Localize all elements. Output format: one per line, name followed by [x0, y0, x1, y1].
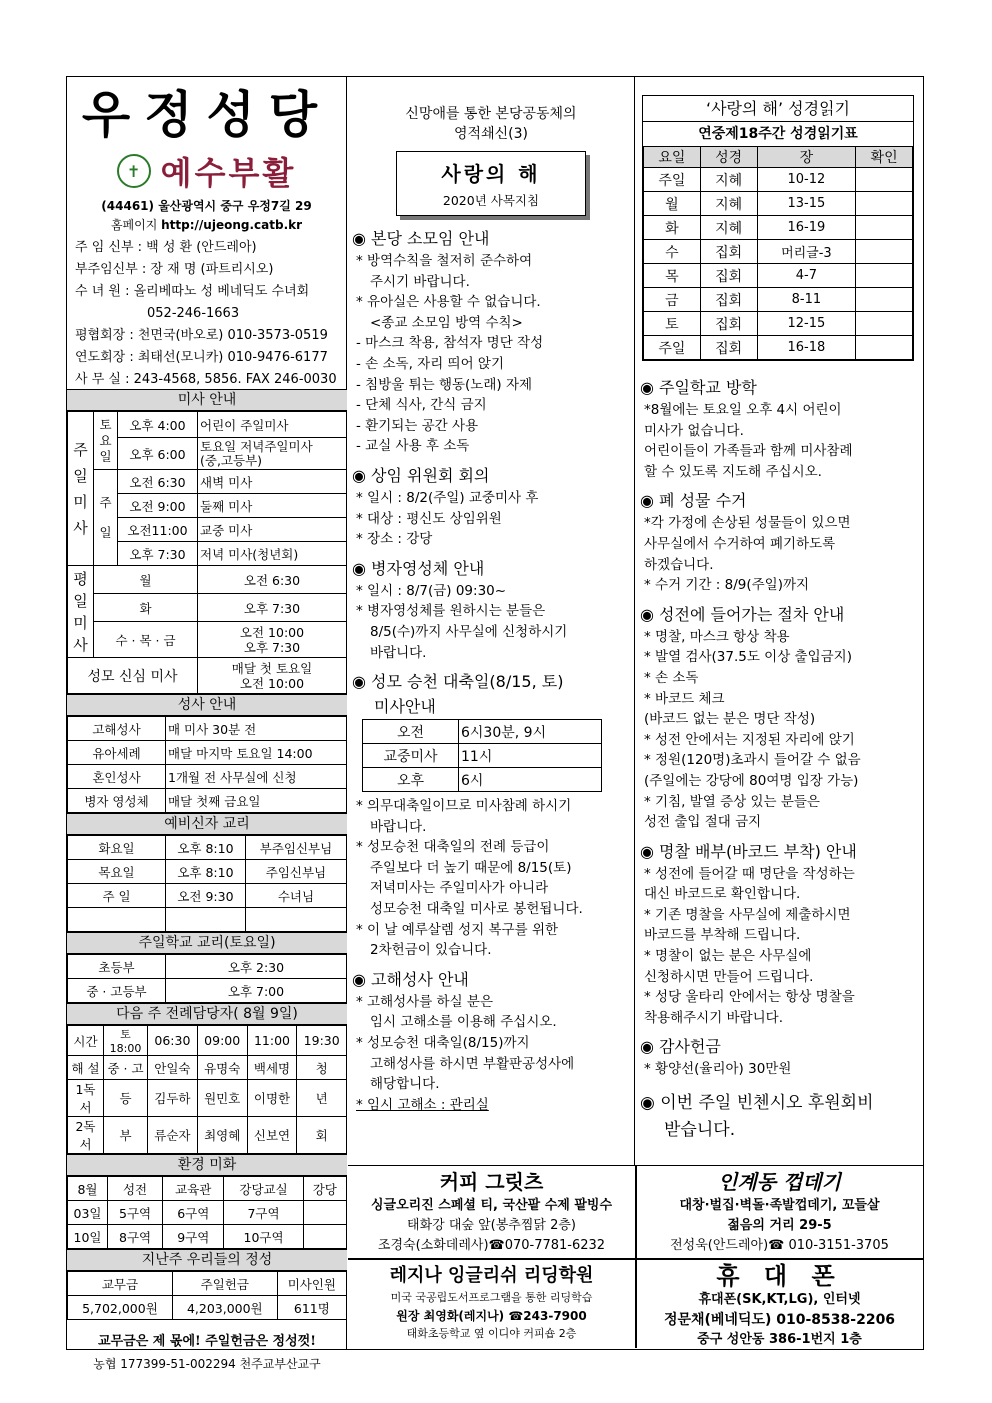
cleaning-head: 성전 [108, 1177, 163, 1201]
section-title: ◉ 폐 성물 수거 [640, 491, 747, 511]
sunday-school-title: 주일학교 교리(토요일) [67, 932, 347, 954]
section-title: 미사안내 [374, 697, 436, 717]
liturgy-cell: 중 · 고 [104, 1056, 148, 1080]
bible-check[interactable] [856, 192, 913, 216]
section-title: ◉ 성전에 들어가는 절차 안내 [640, 604, 845, 624]
liturgy-cell: 안일숙 [148, 1056, 198, 1080]
bible-cell: 집회 [700, 336, 757, 360]
cleaning-cell [303, 1201, 346, 1225]
notice-line: 임시 고해소를 이용해 주십시오. [370, 1014, 557, 1031]
theme-box-title: 사랑의 해 [441, 162, 541, 186]
cleaning-head: 8월 [68, 1177, 108, 1201]
section-title: 받습니다. [664, 1120, 736, 1141]
church-logo-icon: ✝ [117, 154, 151, 188]
offering-value: 611명 [277, 1296, 346, 1320]
notice-line: 바코드를 부착해 드립니다. [644, 927, 801, 944]
bible-cell: 머리글-3 [757, 240, 856, 264]
theme-box-subtitle: 2020년 사목지침 [442, 193, 540, 208]
liturgy-cell: 년 [297, 1080, 347, 1117]
bible-head: 요일 [644, 147, 701, 168]
sacrament-detail: 1개월 전 사무실에 신청 [166, 765, 347, 789]
bible-cell: 지혜 [700, 192, 757, 216]
bible-head: 확인 [856, 147, 913, 168]
bible-cell: 주일 [644, 336, 701, 360]
liturgy-head: 06:30 [148, 1026, 198, 1056]
bible-cell: 지혜 [700, 168, 757, 192]
notice-line: * 정원(120명)초과시 들어갈 수 없음 [644, 752, 861, 769]
offering-title: 지난주 우리들의 정성 [67, 1249, 347, 1271]
notice-line: * 기존 명찰을 사무실에 제출하시면 [644, 906, 851, 923]
notice-line: *8월에는 토요일 오후 4시 어린이 [644, 402, 842, 418]
bible-cell: 16-19 [757, 216, 856, 240]
notice-line: 성모승천 대축일 미사로 봉헌됩니다. [370, 901, 583, 918]
catechumen-title: 예비신자 교리 [67, 813, 347, 835]
liturgy-title: 다음 주 전례담당자( 8월 9일) [67, 1003, 347, 1025]
catechumen-time: 오전 9:30 [166, 884, 246, 908]
ad-line: 태화초등학교 옆 이디야 커피숍 2층 [406, 1327, 577, 1340]
offering-table [67, 1271, 347, 1320]
mass-name: 어린이 주일미사 [198, 412, 347, 438]
ad-line: 전성욱(안드레아)☎ 010-3151-3705 [670, 1238, 889, 1253]
catechumen-teacher: 수녀님 [245, 884, 346, 908]
church-address: (44461) 울산광역시 중구 우정7길 29 [101, 199, 312, 213]
liturgy-cell: 원민호 [197, 1080, 247, 1117]
notice-line: 어린이들이 가족들과 함께 미사참례 [644, 443, 853, 460]
mass-time: 오전11:00 [118, 518, 198, 542]
cleaning-title: 환경 미화 [67, 1154, 347, 1176]
notice-line: - 단체 식사, 간식 금지 [356, 397, 487, 414]
notice-line: - 환기되는 공간 사용 [356, 417, 479, 434]
staff-line: 052-246-1663 [147, 306, 240, 321]
assumption-mass-table [362, 719, 602, 792]
ad-title: 커피 그릿츠 [439, 1170, 544, 1194]
bible-head: 장 [757, 147, 856, 168]
staff-list [67, 237, 346, 391]
mass-name: 둘째 미사 [198, 494, 347, 518]
ad-line: 조경숙(소화데레사)☎070-7781-6232 [377, 1238, 606, 1253]
bible-cell: 4-7 [757, 264, 856, 288]
notice-line: * 성모승천 대축일의 전례 등급이 [356, 839, 550, 856]
weekday-day: 수 · 목 · 금 [94, 622, 198, 658]
bible-check[interactable] [856, 288, 913, 312]
liturgy-head: 시간 [68, 1026, 104, 1056]
cleaning-head: 교육관 [163, 1177, 224, 1201]
bible-cell: 16-18 [757, 336, 856, 360]
notice-line: 주시기 바랍니다. [370, 273, 470, 290]
notice-line: - 침방울 튀는 행동(노래) 자제 [356, 376, 533, 393]
offering-slogan: 교무금은 제 몫에! 주일헌금은 정성껏! [98, 1334, 316, 1349]
bible-cell: 집회 [700, 288, 757, 312]
liturgy-role: 해 설 [68, 1056, 104, 1080]
notice-line: * 유아실은 사용할 수 없습니다. [356, 294, 541, 311]
notice-line: - 교실 사용 후 소독 [356, 438, 470, 455]
ad-line: 원장 최영화(레지나) ☎243-7900 [396, 1309, 587, 1323]
bible-reading-box [642, 95, 914, 361]
bible-cell: 토 [644, 312, 701, 336]
notice-line: * 성전 안에서는 지정된 자리에 앉기 [644, 731, 855, 748]
ad-line: 휴대폰(SK,KT,LG), 인터넷 [698, 1292, 861, 1307]
intro-line: 영적쇄신(3) [454, 126, 528, 142]
liturgy-cell: 부 [104, 1117, 148, 1154]
theme-title: 예수부활 [160, 154, 297, 192]
bible-cell: 집회 [700, 264, 757, 288]
liturgy-cell: 등 [104, 1080, 148, 1117]
church-title: 우정성당 [81, 86, 332, 144]
bible-cell: 8-11 [757, 288, 856, 312]
notice-line: * 바코드 체크 [644, 690, 725, 707]
homepage-line [67, 216, 346, 233]
sacraments-table [67, 716, 347, 813]
bible-cell: 금 [644, 288, 701, 312]
mass-time: 오후 4:00 [118, 412, 198, 438]
catechumen-time: 오후 8:10 [166, 836, 246, 860]
notice-line: 주일보다 더 높기 때문에 8/15(토) [370, 859, 572, 876]
cleaning-cell: 10구역 [224, 1225, 303, 1249]
ad-line: 싱글오리진 스페셜 티, 국산팥 수제 팥빙수 [370, 1198, 613, 1213]
notice-line: * 이 날 예루살렘 성지 복구를 위한 [356, 921, 559, 938]
offering-value: 5,702,000원 [68, 1296, 173, 1320]
mass-title: 미사 안내 [67, 389, 347, 411]
offering-head: 미사인원 [277, 1272, 346, 1296]
mass-name: 교중 미사 [198, 518, 347, 542]
mass-table [67, 411, 347, 694]
theme-row [67, 149, 346, 193]
bible-check[interactable] [856, 336, 913, 360]
bible-cell: 수 [644, 240, 701, 264]
notice-line: 하겠습니다. [644, 556, 714, 573]
liturgy-cell: 백세명 [247, 1056, 297, 1080]
notice-line: * 일시 : 8/2(주일) 교중미사 후 [356, 489, 539, 506]
notice-line: * 기침, 발열 증상 있는 분들은 [644, 793, 820, 810]
notice-line: * 명찰이 없는 분은 사무실에 [644, 948, 812, 965]
bible-cell: 10-12 [757, 168, 856, 192]
liturgy-cell: 김두하 [148, 1080, 198, 1117]
liturgy-cell: 류순자 [148, 1117, 198, 1154]
staff-line: 부주임신부 : 장 재 명 (파트리시오) [75, 262, 274, 277]
sunday-school-table [67, 954, 347, 1003]
bible-cell: 집회 [700, 240, 757, 264]
section-title: ◉ 성모 승천 대축일(8/15, 토) [352, 672, 564, 692]
sacrament-name: 병자 영성체 [68, 789, 166, 813]
notice-line: * 성전에 들어갈 때 명단을 작성하는 [644, 865, 855, 882]
liturgy-table [67, 1025, 347, 1154]
notice-line: * 방역수칙을 철저히 준수하여 [356, 253, 533, 269]
weekday-time: 오후 7:30 [198, 594, 347, 622]
sacrament-detail: 매 미사 30분 전 [166, 717, 347, 741]
notice-line: * 대상 : 평신도 상임위원 [356, 510, 502, 527]
notice-line: * 황양선(율리아) 30만원 [644, 1061, 792, 1078]
ad-academy [348, 1262, 635, 1342]
notice-line: * 발열 검사(37.5도 이상 출입금지) [644, 649, 852, 666]
staff-line: 수 녀 원 : 올리베따노 성 베네딕도 수녀회 [75, 284, 310, 299]
bible-check[interactable] [856, 168, 913, 192]
bible-table [643, 146, 913, 360]
catechumen-time: 오후 8:10 [166, 860, 246, 884]
section-title: ◉ 명찰 배부(바코드 부착) 안내 [640, 841, 857, 861]
bible-cell: 지혜 [700, 216, 757, 240]
cleaning-cell: 5구역 [108, 1201, 163, 1225]
ad-line: 중구 성안동 386-1번지 1층 [697, 1332, 862, 1347]
liturgy-head: 11:00 [247, 1026, 297, 1056]
sacrament-detail: 매달 마지막 토요일 14:00 [166, 741, 347, 765]
mass-name: 토요일 저녁주일미사 (중,고등부) [198, 438, 347, 470]
notice-line: 해당합니다. [370, 1076, 440, 1093]
staff-line: 연도회장 : 최태선(모니카) 010-9476-6177 [75, 350, 328, 365]
bible-cell: 화 [644, 216, 701, 240]
bible-check[interactable] [856, 240, 913, 264]
ad-coffee [348, 1168, 635, 1256]
liturgy-cell: 이명한 [247, 1080, 297, 1117]
notice-line: * 손 소독 [644, 669, 699, 686]
cleaning-head: 강당교실 [224, 1177, 303, 1201]
notice-line: (바코드 없는 분은 명단 작성) [644, 711, 816, 728]
notice-line: 사무실에서 수거하여 폐기하도록 [644, 535, 836, 552]
notice-line: 착용해주시기 바랍니다. [644, 1009, 783, 1026]
liturgy-cell: 신보연 [247, 1117, 297, 1154]
notice-line: * 장소 : 강당 [356, 531, 433, 548]
mass-time: 오후 6:00 [118, 438, 198, 470]
ad-line: 태화강 대숲 앞(봉추찜닭 2층) [407, 1218, 576, 1233]
section-title: ◉ 본당 소모임 안내 [352, 229, 490, 248]
bible-cell: 집회 [700, 312, 757, 336]
weekday-day: 월 [94, 566, 198, 594]
bible-head: 성경 [700, 147, 757, 168]
cleaning-table [67, 1176, 347, 1249]
assumption-time: 오후 [363, 768, 459, 792]
advertisements [348, 1165, 923, 1349]
catechumen-day: 화요일 [68, 836, 166, 860]
notice-line: 저녁미사는 주일미사가 아니라 [370, 880, 549, 897]
liturgy-cell: 회 [297, 1117, 347, 1154]
liturgy-cell: 유명숙 [197, 1056, 247, 1080]
school-grade: 초등부 [68, 955, 166, 979]
notice-line: (주일에는 강당에 80여명 입장 가능) [644, 772, 859, 789]
ad-phone [636, 1262, 923, 1350]
bank-account: 농협 177399-51-002294 천주교부산교구 [93, 1357, 321, 1371]
liturgy-head: 09:00 [197, 1026, 247, 1056]
staff-line: 사 무 실 : 243-4568, 5856. FAX 246-0030 [75, 372, 337, 387]
catechumen-time [166, 908, 246, 932]
liturgy-role: 2독서 [68, 1117, 104, 1154]
assumption-detail: 6시 [459, 768, 602, 792]
ad-line: 젊음의 거리 29-5 [727, 1218, 832, 1233]
ad-restaurant [636, 1168, 923, 1256]
mass-time: 오전 6:30 [118, 470, 198, 494]
liturgy-cell: 최영혜 [197, 1117, 247, 1154]
schedule-tables [67, 389, 347, 1372]
notice-line: * 성당 울타리 안에서는 항상 명찰을 [644, 989, 855, 1006]
notice-line: * 임시 고해소 : 관리실 [356, 1096, 489, 1113]
offering-head: 주일헌금 [172, 1272, 277, 1296]
sacrament-name: 혼인성사 [68, 765, 166, 789]
bible-subtitle: 연중제18주간 성경읽기표 [698, 126, 858, 142]
intro-line: 신망애를 통한 본당공동체의 [405, 106, 577, 122]
theme-box [396, 151, 586, 216]
mass-name: 새벽 미사 [198, 470, 347, 494]
cleaning-cell [303, 1225, 346, 1249]
catechumen-teacher: 주임신부님 [245, 860, 346, 884]
cleaning-cell: 03일 [68, 1201, 108, 1225]
weekday-day: 화 [94, 594, 198, 622]
homepage-label: 홈페이지 [110, 218, 158, 232]
homepage-link[interactable]: http://ujeong.catb.kr [161, 218, 303, 232]
staff-line: 주 임 신부 : 백 성 환 (안드레아) [75, 240, 257, 255]
notice-line: * 고해성사를 하실 분은 [356, 993, 493, 1010]
offering-head: 교무금 [68, 1272, 173, 1296]
assumption-time: 오전 [363, 720, 459, 744]
notice-line: <종교 소모임 방역 수칙> [370, 314, 523, 331]
notice-line: 신청하시면 만들어 드립니다. [644, 968, 814, 985]
sacrament-name: 고해성사 [68, 717, 166, 741]
liturgy-role: 1독서 [68, 1080, 104, 1117]
notice-line: 바랍니다. [370, 644, 427, 661]
ad-line: 정문채(베네딕도) 010-8538-2206 [663, 1312, 896, 1328]
catechumen-day: 목요일 [68, 860, 166, 884]
bible-title: ‘사랑의 해’ 성경읽기 [643, 96, 913, 122]
left-column [67, 77, 347, 1371]
bible-cell: 주일 [644, 168, 701, 192]
notice-line: 할 수 있도록 지도해 주십시오. [644, 463, 822, 480]
bible-check[interactable] [856, 264, 913, 288]
notice-line: 성전 출입 절대 금지 [644, 814, 762, 831]
liturgy-head: 토18:00 [104, 1026, 148, 1056]
ad-title: 레지나 잉글리쉬 리딩학원 [389, 1265, 594, 1286]
notice-line: - 마스크 착용, 참석자 명단 작성 [356, 335, 544, 352]
bible-check[interactable] [856, 312, 913, 336]
notice-line: * 명찰, 마스크 항상 착용 [644, 628, 790, 645]
notice-line: 2차헌금이 있습니다. [370, 942, 492, 959]
notice-line: * 일시 : 8/7(금) 09:30~ [356, 582, 507, 599]
cleaning-cell: 7구역 [224, 1201, 303, 1225]
section-title: ◉ 상임 위원회 회의 [352, 465, 490, 485]
assumption-detail: 6시30분, 9시 [459, 720, 602, 744]
section-title: ◉ 이번 주일 빈첸시오 후원회비 [640, 1093, 874, 1114]
notice-line: * 병자영성체를 원하시는 분들은 [356, 603, 546, 620]
staff-line: 평협회장 : 천면국(바오로) 010-3573-0519 [75, 328, 328, 343]
ad-line: 미국 국공립도서프로그램을 통한 리딩학습 [390, 1291, 593, 1304]
bible-cell: 월 [644, 192, 701, 216]
sacrament-name: 유아세례 [68, 741, 166, 765]
liturgy-cell: 청 [297, 1056, 347, 1080]
section-title: ◉ 감사헌금 [640, 1037, 721, 1057]
catechumen-day [68, 908, 166, 932]
mass-time: 오전 9:00 [118, 494, 198, 518]
liturgy-head: 19:30 [297, 1026, 347, 1056]
marian-mass-label: 성모 신심 미사 [68, 658, 198, 694]
ad-title: 인계동 껍데기 [718, 1170, 841, 1194]
assumption-detail: 11시 [459, 744, 602, 768]
sacrament-detail: 매달 첫째 금요일 [166, 789, 347, 813]
weekday-time: 오전 6:30 [198, 566, 347, 594]
notice-line: - 손 소독, 자리 띄어 앉기 [356, 355, 504, 372]
notice-line: 대신 바코드로 확인합니다. [644, 886, 801, 903]
bible-cell: 목 [644, 264, 701, 288]
notice-line: 미사가 없습니다. [644, 422, 744, 439]
bulletin-frame [66, 76, 924, 1371]
mass-name: 저녁 미사(청년회) [198, 542, 347, 566]
mass-time: 오후 7:30 [118, 542, 198, 566]
notice-line: 8/5(수)까지 사무실에 신청하시기 [370, 623, 568, 640]
catechumen-day: 주 일 [68, 884, 166, 908]
section-title: ◉ 고해성사 안내 [352, 969, 469, 989]
section-title: ◉ 주일학교 방학 [640, 378, 757, 397]
bible-cell: 13-15 [757, 192, 856, 216]
bible-check[interactable] [856, 216, 913, 240]
catechumen-teacher: 부주임신부님 [245, 836, 346, 860]
notice-line: *각 가정에 손상된 성물들이 있으면 [644, 515, 851, 532]
right-column [636, 77, 922, 1165]
notice-line: 고해성사를 하시면 부활판공성사에 [370, 1055, 575, 1072]
cleaning-cell: 10일 [68, 1225, 108, 1249]
weekday-mass-label: 평일미사 [68, 566, 94, 658]
offering-value: 4,203,000원 [172, 1296, 277, 1320]
school-grade: 중 · 고등부 [68, 979, 166, 1003]
sunday-label: 주일 [94, 470, 118, 566]
cleaning-head: 강당 [303, 1177, 346, 1201]
catechumen-table [67, 835, 347, 932]
marian-mass-time: 매달 첫 토요일 오전 10:00 [198, 658, 347, 694]
ads-divider [348, 1258, 923, 1260]
notice-line: 바랍니다. [370, 818, 427, 835]
ad-line: 대창·벌집·벽돌·족발껍데기, 꼬들살 [679, 1198, 880, 1213]
weekday-time: 오전 10:00 오후 7:30 [198, 622, 347, 658]
assumption-time: 교중미사 [363, 744, 459, 768]
sacraments-title: 성사 안내 [67, 694, 347, 716]
school-time: 오후 2:30 [166, 955, 347, 979]
saturday-label: 토요일 [94, 412, 118, 470]
section-title: ◉ 병자영성체 안내 [352, 558, 485, 578]
middle-column [348, 77, 635, 1165]
notice-line: * 수거 기간 : 8/9(주일)까지 [644, 577, 810, 594]
ad-title: 휴 대 폰 [716, 1262, 843, 1290]
bible-cell: 12-15 [757, 312, 856, 336]
cleaning-cell: 9구역 [163, 1225, 224, 1249]
notice-line: * 의무대축일이므로 미사참례 하시기 [356, 798, 572, 815]
catechumen-teacher [245, 908, 346, 932]
cleaning-cell: 8구역 [108, 1225, 163, 1249]
sunday-mass-label: 주일미사 [68, 412, 94, 566]
school-time: 오후 7:00 [166, 979, 347, 1003]
notice-line: * 성모승천 대축일(8/15)까지 [356, 1035, 530, 1052]
cleaning-cell: 6구역 [163, 1201, 224, 1225]
